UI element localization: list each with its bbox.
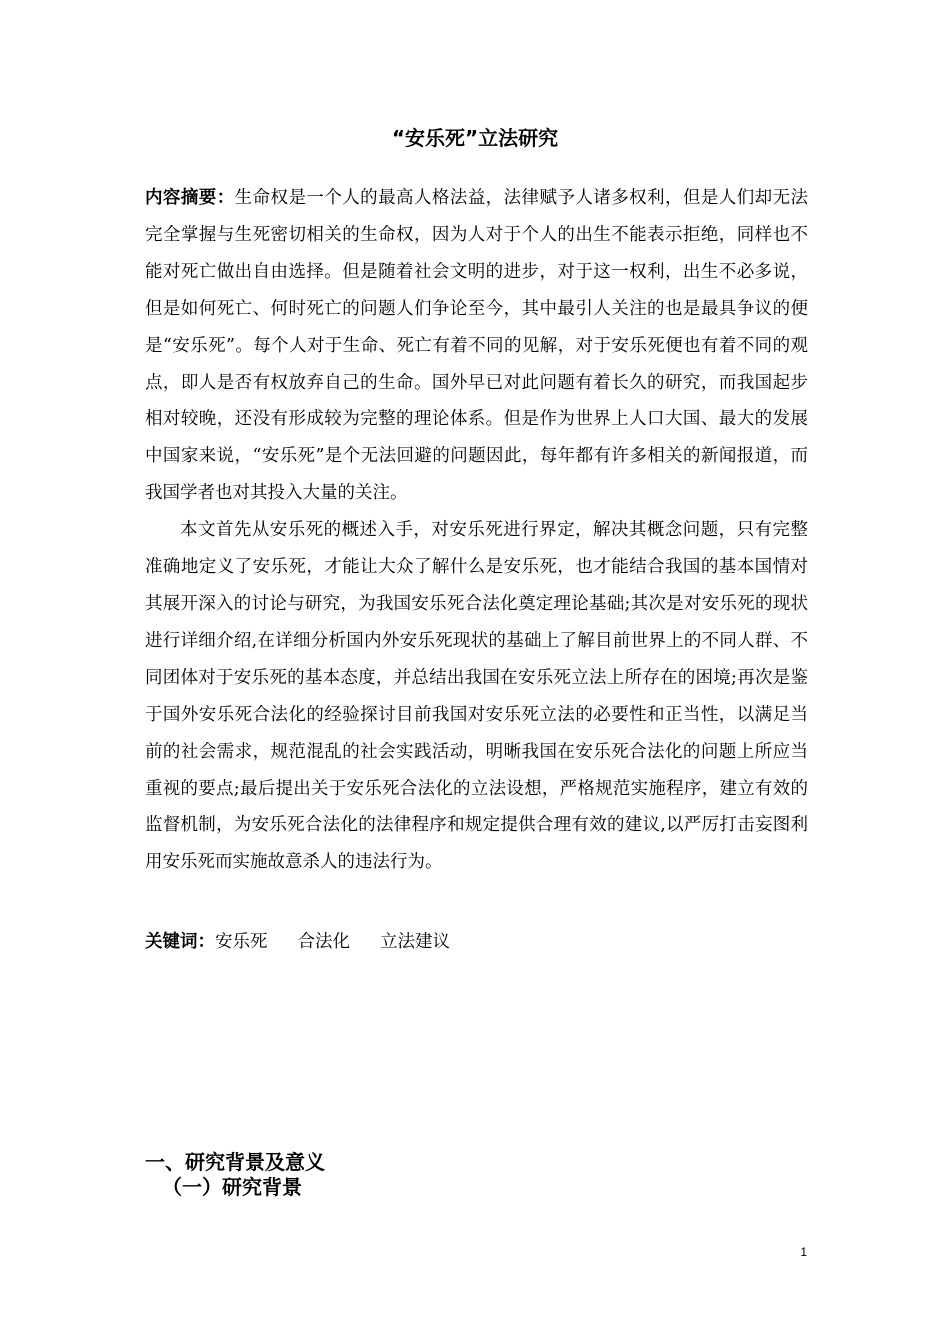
keyword-item: 安乐死 [215, 932, 268, 952]
abstract-paragraph-1 [145, 180, 808, 512]
keyword-item: 立法建议 [380, 932, 450, 952]
abstract-paragraph-2: 本文首先从安乐死的概述入手，对安乐死进行界定，解决其概念问题，只有完整准确地定义了安乐死，才能让大众了解什么是安乐死，也才能结合我国的基本国情对其展开深入的讨论与研究，为我国安乐死合法化奠定理论基础;其次是对安乐死的现状进行详细介绍,在详细分析国内外安乐死现状的基础上了解目前世界上的不同人群、不同团体对于安乐死的基本态度，并总结出我国在安乐死立法上所存在的困境;再次是鉴于国外安乐死合法化的经验探讨目前我国对安乐死立法的必要性和正当性，以满足当前的社会需求，规范混乱的社会实践活动，明晰我国在安乐死合法化的问题上所应当重视的要点;最后提出关于安乐死合法化的立法设想，严格规范实施程序，建立有效的监督机制，为安乐死合法化的法律程序和规定提供合理有效的建议,以严厉打击妄图利用安乐死而实施故意杀人的违法行为。 [145, 520, 808, 873]
abstract-label: 内容摘要： [145, 188, 235, 208]
abstract-section [145, 180, 808, 881]
page-number: 1 [800, 1245, 807, 1259]
keywords-label: 关键词： [145, 932, 215, 952]
keywords-line [145, 926, 808, 958]
keyword-item: 合法化 [297, 932, 350, 952]
document-title: “安乐死”立法研究 [391, 126, 559, 150]
section-subheading: （一）研究背景 [162, 1175, 302, 1199]
abstract-paragraph-1-text: 生命权是一个人的最高人格法益，法律赋予人诸多权利，但是人们却无法完全掌握与生死密切相关的生命权，因为人对于个人的出生不能表示拒绝，同样也不能对死亡做出自由选择。但是随着社会文明的进步，对于这一权利，出生不必多说，但是如何死亡、何时死亡的问题人们争论至今，其中最引人关注的也是最具争议的便是“安乐死”。每个人对于生命、死亡有着不同的见解，对于安乐死便也有着不同的观点，即人是否有权放弃自己的生命。国外早已对此问题有着长久的研究，而我国起步相对较晚，还没有形成较为完整的理论体系。但是作为世界上人口大国、最大的发展中国家来说，“安乐死”是个无法回避的问题因此，每年都有许多相关的新闻报道，而我国学者也对其投入大量的关注。 [145, 188, 809, 504]
section-heading: 一、研究背景及意义 [145, 1150, 325, 1174]
